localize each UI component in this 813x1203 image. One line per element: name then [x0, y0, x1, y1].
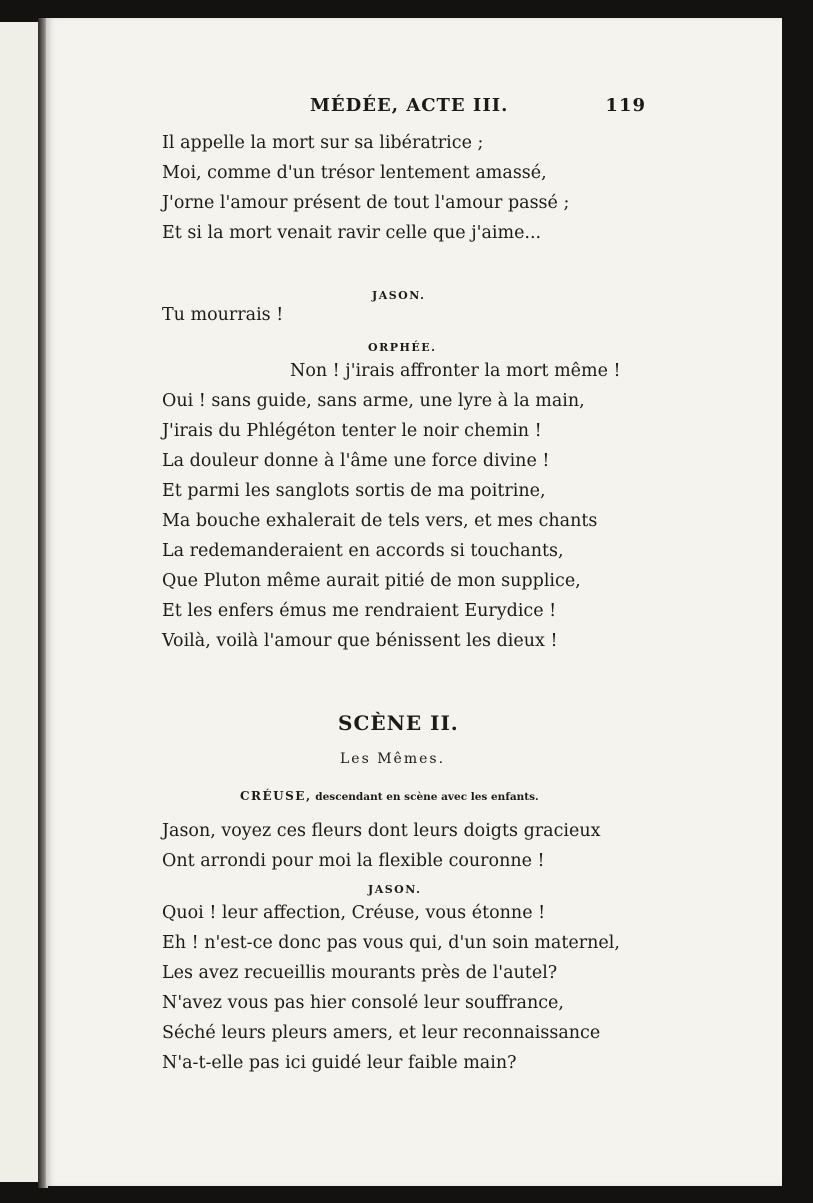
verse-line: Et parmi les sanglots sortis de ma poitrine,	[162, 481, 546, 501]
verse-line: Séché leurs pleurs amers, et leur reconnaissance	[162, 1023, 601, 1043]
verse-line: Eh ! n'est-ce donc pas vous qui, d'un soin maternel,	[162, 933, 620, 953]
scene-title: SCÈNE II.	[338, 711, 459, 735]
verse-line: Moi, comme d'un trésor lentement amassé,	[162, 163, 547, 183]
verse-line: La redemanderaient en accords si touchants,	[162, 541, 564, 561]
running-title: MÉDÉE, ACTE III.	[310, 95, 509, 116]
verse-line: Ont arrondi pour moi la flexible couronne !	[162, 851, 545, 871]
verse-line: Et les enfers émus me rendraient Eurydice !	[162, 601, 557, 621]
verse-line: Tu mourrais !	[162, 305, 284, 325]
speaker-name: JASON.	[372, 289, 426, 302]
verse-line: J'orne l'amour présent de tout l'amour passé ;	[162, 193, 570, 213]
verse-line: N'avez vous pas hier consolé leur souffrance,	[162, 993, 564, 1013]
verse-line: Quoi ! leur affection, Créuse, vous étonne !	[162, 903, 546, 923]
verse-line: La douleur donne à l'âme une force divine !	[162, 451, 550, 471]
cast-list: Les Mêmes.	[340, 751, 446, 767]
stage-text: descendant en scène avec les enfants.	[315, 791, 539, 803]
speaker-name: ORPHÉE.	[368, 341, 437, 354]
verse-line: Il appelle la mort sur sa libératrice ;	[162, 133, 484, 153]
verse-line: Ma bouche exhalerait de tels vers, et mes chants	[162, 511, 598, 531]
verse-line: Les avez recueillis mourants près de l'autel?	[162, 963, 558, 983]
verse-line: Que Pluton même aurait pitié de mon supplice,	[162, 571, 581, 591]
verse-line: Jason, voyez ces fleurs dont leurs doigts gracieux	[162, 821, 601, 841]
verse-line: Oui ! sans guide, sans arme, une lyre à la main,	[162, 391, 585, 411]
verse-line: Et si la mort venait ravir celle que j'aime...	[162, 223, 542, 243]
page-number: 119	[605, 95, 646, 116]
stage-direction	[240, 789, 539, 803]
verse-line: Voilà, voilà l'amour que bénissent les dieux !	[162, 631, 558, 651]
verse-line: N'a-t-elle pas ici guidé leur faible main?	[162, 1053, 517, 1073]
verse-line: Non ! j'irais affronter la mort même !	[290, 361, 621, 381]
left-page-edge	[0, 22, 38, 1182]
verse-line: J'irais du Phlégéton tenter le noir chemin !	[162, 421, 542, 441]
speaker-name: JASON.	[368, 883, 422, 896]
stage-character: CRÉUSE,	[240, 789, 312, 803]
